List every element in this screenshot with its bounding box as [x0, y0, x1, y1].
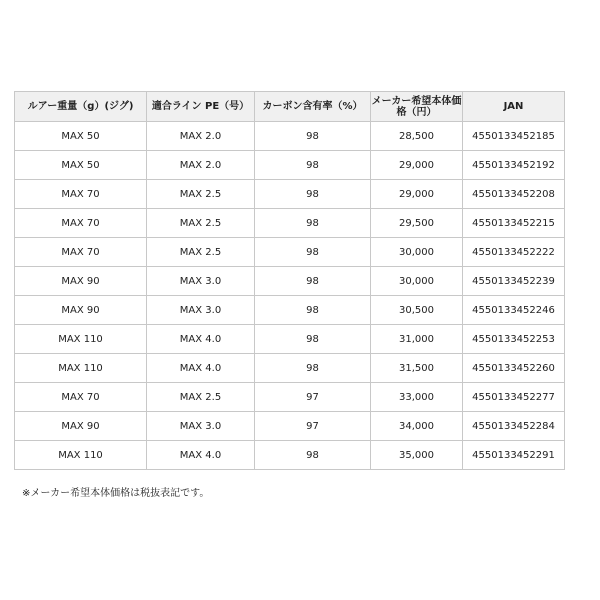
cell-retail-price: 30,500 — [371, 296, 463, 325]
cell-jan: 4550133452253 — [463, 325, 565, 354]
tax-note: ※メーカー希望本体価格は税抜表記です。 — [22, 488, 210, 499]
cell-line-pe: MAX 4.0 — [147, 441, 255, 470]
cell-line-pe: MAX 4.0 — [147, 325, 255, 354]
table-body — [15, 122, 565, 470]
cell-lure-weight: MAX 70 — [15, 238, 147, 267]
table-row — [15, 122, 565, 151]
cell-lure-weight: MAX 50 — [15, 122, 147, 151]
table-row — [15, 180, 565, 209]
cell-jan: 4550133452284 — [463, 412, 565, 441]
table-row — [15, 354, 565, 383]
cell-jan: 4550133452246 — [463, 296, 565, 325]
table-row — [15, 412, 565, 441]
cell-line-pe: MAX 3.0 — [147, 412, 255, 441]
cell-line-pe: MAX 2.0 — [147, 122, 255, 151]
cell-line-pe: MAX 2.5 — [147, 383, 255, 412]
cell-jan: 4550133452239 — [463, 267, 565, 296]
header-jan: JAN — [463, 92, 565, 122]
cell-carbon-content: 98 — [255, 267, 371, 296]
cell-lure-weight: MAX 110 — [15, 354, 147, 383]
table-row — [15, 383, 565, 412]
cell-retail-price: 31,500 — [371, 354, 463, 383]
cell-line-pe: MAX 3.0 — [147, 267, 255, 296]
table-row — [15, 325, 565, 354]
cell-carbon-content: 98 — [255, 122, 371, 151]
cell-jan: 4550133452215 — [463, 209, 565, 238]
cell-line-pe: MAX 3.0 — [147, 296, 255, 325]
cell-jan: 4550133452277 — [463, 383, 565, 412]
cell-retail-price: 29,000 — [371, 180, 463, 209]
cell-jan: 4550133452192 — [463, 151, 565, 180]
cell-lure-weight: MAX 110 — [15, 441, 147, 470]
cell-carbon-content: 97 — [255, 383, 371, 412]
cell-carbon-content: 98 — [255, 209, 371, 238]
cell-jan: 4550133452185 — [463, 122, 565, 151]
cell-carbon-content: 97 — [255, 412, 371, 441]
cell-lure-weight: MAX 70 — [15, 180, 147, 209]
cell-lure-weight: MAX 70 — [15, 383, 147, 412]
cell-line-pe: MAX 2.5 — [147, 209, 255, 238]
header-carbon-content: カーボン含有率（%） — [255, 92, 371, 122]
table-row — [15, 238, 565, 267]
header-retail-price: メーカー希望本体価格（円） — [371, 92, 463, 122]
cell-line-pe: MAX 4.0 — [147, 354, 255, 383]
cell-line-pe: MAX 2.5 — [147, 180, 255, 209]
cell-line-pe: MAX 2.5 — [147, 238, 255, 267]
cell-lure-weight: MAX 50 — [15, 151, 147, 180]
table-row — [15, 209, 565, 238]
cell-line-pe: MAX 2.0 — [147, 151, 255, 180]
cell-jan: 4550133452208 — [463, 180, 565, 209]
cell-lure-weight: MAX 90 — [15, 412, 147, 441]
cell-retail-price: 33,000 — [371, 383, 463, 412]
spec-table — [14, 91, 565, 470]
cell-carbon-content: 98 — [255, 325, 371, 354]
cell-jan: 4550133452291 — [463, 441, 565, 470]
table-row — [15, 151, 565, 180]
table-header-row — [15, 92, 565, 122]
cell-carbon-content: 98 — [255, 180, 371, 209]
cell-carbon-content: 98 — [255, 296, 371, 325]
cell-carbon-content: 98 — [255, 238, 371, 267]
cell-carbon-content: 98 — [255, 441, 371, 470]
cell-jan: 4550133452222 — [463, 238, 565, 267]
table-row — [15, 267, 565, 296]
cell-retail-price: 35,000 — [371, 441, 463, 470]
cell-lure-weight: MAX 70 — [15, 209, 147, 238]
header-line-pe: 適合ライン PE（号） — [147, 92, 255, 122]
cell-retail-price: 29,500 — [371, 209, 463, 238]
cell-retail-price: 28,500 — [371, 122, 463, 151]
cell-carbon-content: 98 — [255, 151, 371, 180]
cell-jan: 4550133452260 — [463, 354, 565, 383]
cell-retail-price: 30,000 — [371, 267, 463, 296]
cell-retail-price: 34,000 — [371, 412, 463, 441]
cell-lure-weight: MAX 110 — [15, 325, 147, 354]
table-row — [15, 296, 565, 325]
cell-lure-weight: MAX 90 — [15, 267, 147, 296]
table-row — [15, 441, 565, 470]
cell-lure-weight: MAX 90 — [15, 296, 147, 325]
header-lure-weight: ルアー重量（g）(ジグ) — [15, 92, 147, 122]
cell-carbon-content: 98 — [255, 354, 371, 383]
cell-retail-price: 29,000 — [371, 151, 463, 180]
cell-retail-price: 31,000 — [371, 325, 463, 354]
cell-retail-price: 30,000 — [371, 238, 463, 267]
